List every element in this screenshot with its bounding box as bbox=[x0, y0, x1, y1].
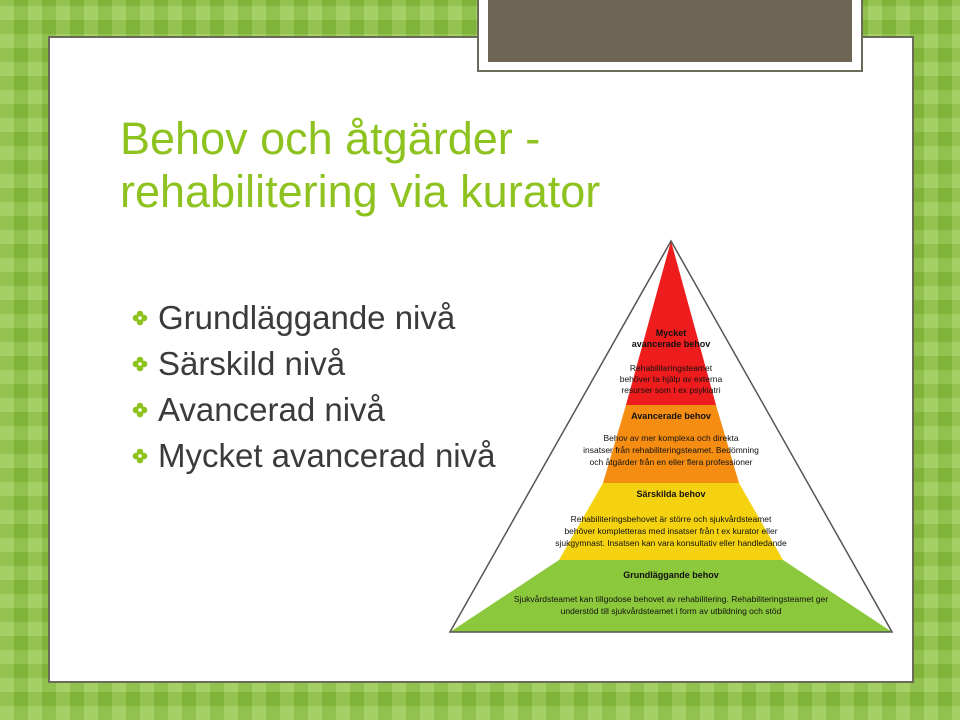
flower-bullet-icon bbox=[132, 356, 148, 372]
title-line-1: Behov och åtgärder - bbox=[120, 113, 541, 164]
bullet-item bbox=[132, 341, 496, 387]
level-description: Rehabiliteringsteamet bbox=[629, 363, 713, 373]
level-heading: Grundläggande behov bbox=[623, 570, 719, 580]
decorative-tab-fill bbox=[488, 0, 852, 62]
flower-bullet-icon bbox=[132, 448, 148, 464]
level-heading: Avancerade behov bbox=[631, 411, 711, 421]
flower-bullet-icon bbox=[132, 402, 148, 418]
level-heading: Mycket bbox=[655, 328, 687, 338]
title-line-2: rehabilitering via kurator bbox=[120, 166, 601, 217]
level-heading: avancerade behov bbox=[631, 339, 711, 349]
bullet-item bbox=[132, 387, 496, 433]
level-description: Rehabiliteringsbehovet är större och sjukvårdsteamet bbox=[570, 514, 772, 524]
needs-pyramid bbox=[448, 235, 894, 635]
level-description: och åtgärder från en eller flera professioner bbox=[589, 457, 753, 467]
bullet-item bbox=[132, 295, 496, 341]
level-description: behöver kompletteras med insatser från t ex kurator eller bbox=[564, 526, 778, 536]
level-description: understöd till sjukvårdsteamet i form av utbildning och stöd bbox=[560, 606, 782, 616]
bullet-item bbox=[132, 433, 496, 479]
flower-bullet-icon bbox=[132, 310, 148, 326]
level-description: Behov av mer komplexa och direkta bbox=[603, 433, 739, 443]
level-heading: Särskilda behov bbox=[636, 489, 706, 499]
bullet-text: Grundläggande nivå bbox=[158, 299, 456, 336]
level-description: insatser från rehabiliteringsteamet. Bedömning bbox=[583, 445, 759, 455]
bullet-text: Avancerad nivå bbox=[158, 391, 385, 428]
bullet-text: Mycket avancerad nivå bbox=[158, 437, 496, 474]
slide-title bbox=[120, 112, 680, 218]
level-description: Sjukvårdsteamet kan tillgodose behovet av rehabilitering. Rehabiliteringsteamet ger bbox=[513, 594, 829, 604]
level-description: resurser som t ex psykiatri bbox=[621, 385, 721, 395]
level-description: sjukgymnast. Insatsen kan vara konsultativ eller handledande bbox=[555, 538, 787, 548]
level-description: behöver ta hjälp av externa bbox=[619, 374, 723, 384]
decorative-top-tab bbox=[477, 0, 863, 72]
bullet-list bbox=[132, 295, 496, 479]
bullet-text: Särskild nivå bbox=[158, 345, 346, 382]
